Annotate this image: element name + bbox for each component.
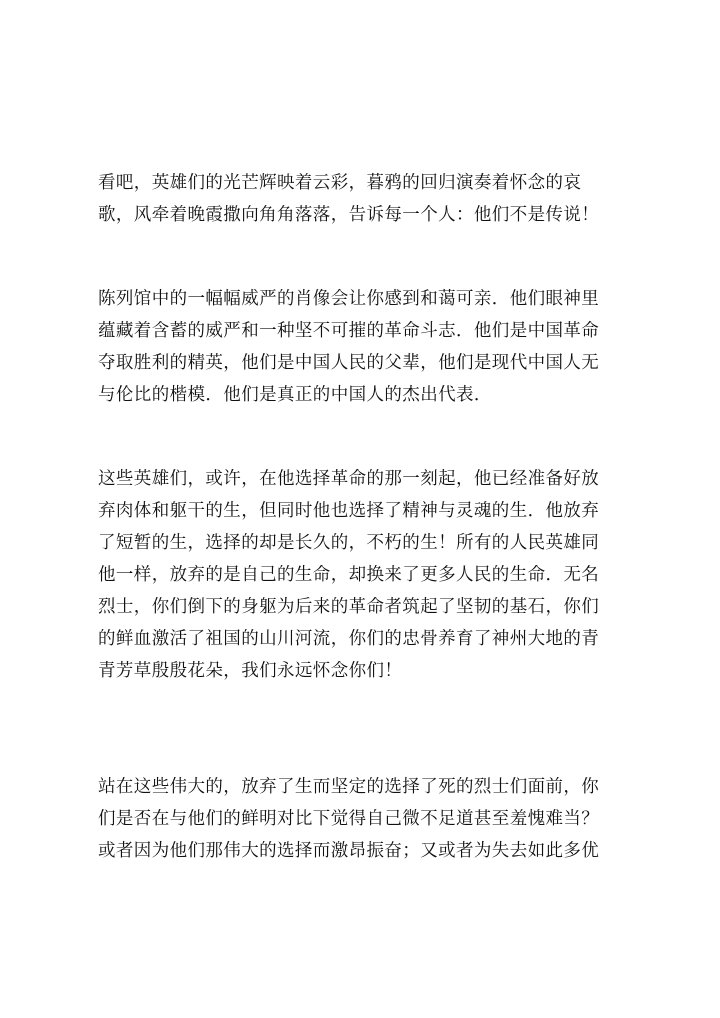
paragraph-line: 青芳草殷殷花朵，我们永远怀念你们！ <box>98 661 403 681</box>
paragraph-line: 了短暂的生，选择的却是长久的，不朽的生！所有的人民英雄同 <box>98 533 600 553</box>
paragraph-line: 烈士，你们倒下的身躯为后来的革命者筑起了坚韧的基石，你们 <box>98 597 600 617</box>
paragraph-line: 他一样，放弃的是自己的生命，却换来了更多人民的生命．无名 <box>98 565 600 585</box>
paragraph-line: 陈列馆中的一幅幅威严的肖像会让你感到和蔼可亲．他们眼神里 <box>98 289 600 309</box>
paragraph-line: 这些英雄们，或许，在他选择革命的那一刻起，他已经准备好放 <box>98 469 600 489</box>
paragraph-line: 们是否在与他们的鲜明对比下觉得自己微不足道甚至羞愧难当？ <box>98 809 600 829</box>
paragraph-line: 歌，风牵着晚霞撒向角角落落，告诉每一个人：他们不是传说！ <box>98 205 600 225</box>
paragraph-3 <box>98 463 633 687</box>
paragraph-line: 弃肉体和躯干的生，但同时他也选择了精神与灵魂的生．他放弃 <box>98 501 600 521</box>
paragraph-line: 与伦比的楷模．他们是真正的中国人的杰出代表． <box>98 385 492 405</box>
paragraph-line: 站在这些伟大的，放弃了生而坚定的选择了死的烈士们面前，你 <box>98 777 600 797</box>
paragraph-line: 夺取胜利的精英，他们是中国人民的父辈，他们是现代中国人无 <box>98 353 600 373</box>
paragraph-line: 或者因为他们那伟大的选择而激昂振奋；又或者为失去如此多优 <box>98 841 600 861</box>
paragraph-4 <box>98 771 633 867</box>
paragraph-2 <box>98 283 633 411</box>
paragraph-1 <box>98 167 633 231</box>
paragraph-line: 的鲜血激活了祖国的山川河流，你们的忠骨养育了神州大地的青 <box>98 629 600 649</box>
paragraph-line: 看吧，英雄们的光芒辉映着云彩，暮鸦的回归演奏着怀念的哀 <box>98 173 582 193</box>
paragraph-line: 蕴藏着含蓄的威严和一种坚不可摧的革命斗志．他们是中国革命 <box>98 321 600 341</box>
